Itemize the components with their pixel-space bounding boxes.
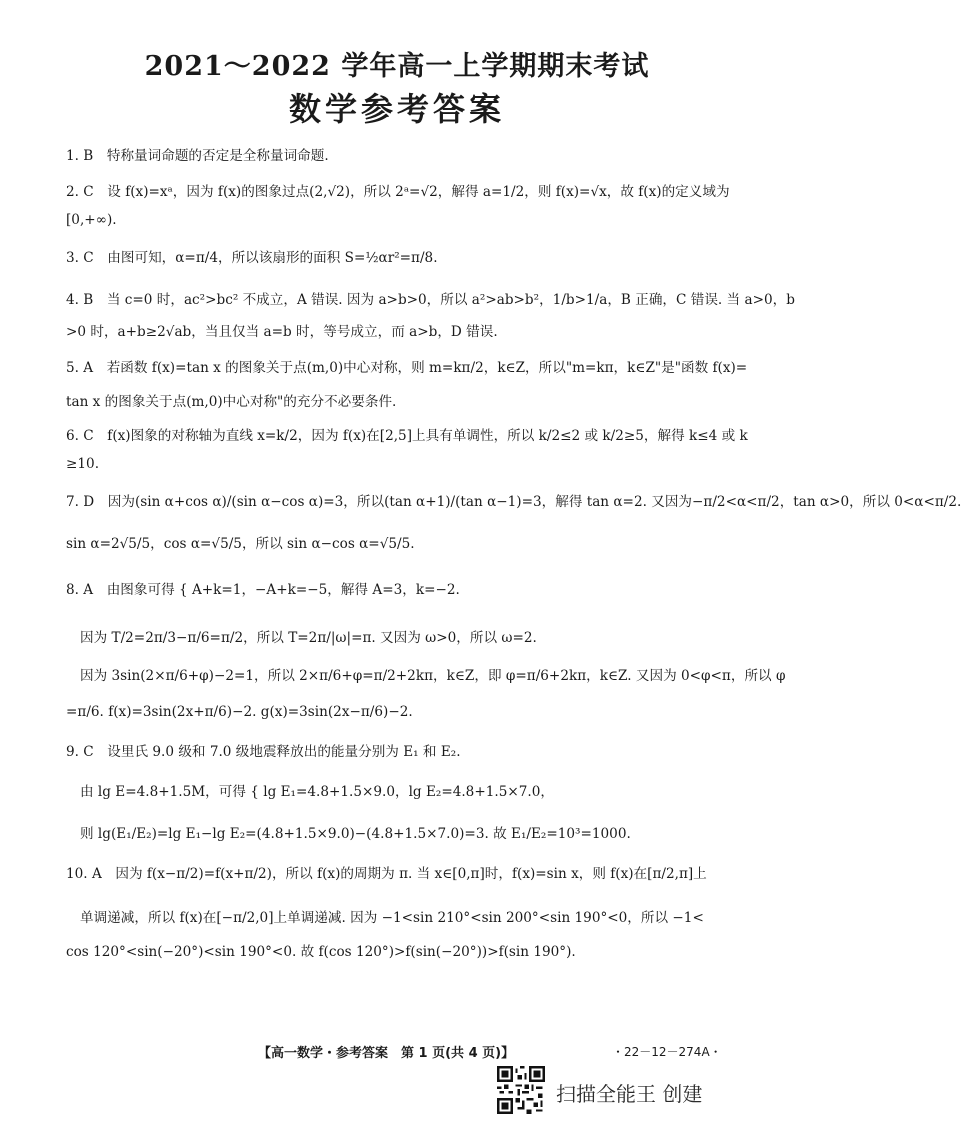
- answer-9-line-2: 由 lg E=4.8+1.5M，可得 { lg E₁=4.8+1.5×9.0，lg E₂=4.8+1.5×7.0，: [80, 784, 554, 800]
- answer-7-line-2: sin α=2√5/5，cos α=√5/5，所以 sin α−cos α=√5/5.: [66, 536, 415, 552]
- answer-1-line-1: 1. B 特称量词命题的否定是全称量词命题.: [66, 148, 329, 164]
- answer-8-line-3: 因为 3sin(2×π/6+φ)−2=1，所以 2×π/6+φ=π/2+2kπ，k∈Z，即 φ=π/6+2kπ，k∈Z. 又因为 0<φ<π，所以 φ: [80, 668, 786, 684]
- answer-8-line-4: =π/6. f(x)=3sin(2x+π/6)−2. g(x)=3sin(2x−π/6)−2.: [66, 704, 413, 720]
- answer-10-line-2: 单调递减，所以 f(x)在[−π/2,0]上单调递减. 因为 −1<sin 210°<sin 200°<sin 190°<0，所以 −1<: [80, 910, 704, 926]
- qr-code-icon: [497, 1066, 545, 1114]
- scanner-watermark: 扫描全能王 创建: [556, 1082, 703, 1106]
- document-code: ・22－12－274A・: [612, 1045, 722, 1059]
- answer-5-line-1: 5. A 若函数 f(x)=tan x 的图象关于点(m,0)中心对称，则 m=kπ/2，k∈Z，所以"m=kπ，k∈Z"是"函数 f(x)=: [66, 360, 748, 376]
- page-subtitle: 数学参考答案: [288, 90, 505, 128]
- answer-5-line-2: tan x 的图象关于点(m,0)中心对称"的充分不必要条件.: [66, 394, 397, 410]
- answer-2-line-2: [0,+∞).: [66, 212, 117, 228]
- page-title: 2021～2022 学年高一上学期期末考试: [144, 51, 650, 82]
- page-footer: 【高一数学・参考答案 第 1 页(共 4 页)】: [258, 1046, 515, 1061]
- answer-7-line-1: 7. D 因为(sin α+cos α)/(sin α−cos α)=3，所以(tan α+1)/(tan α−1)=3，解得 tan α=2. 又因为−π/2<α<π/2，tan α>0，所以 0<α<π/2.: [66, 494, 961, 510]
- answer-6-line-2: ≥10.: [66, 456, 100, 472]
- answer-4-line-1: 4. B 当 c=0 时，ac²>bc² 不成立，A 错误. 因为 a>b>0，所以 a²>ab>b²，1/b>1/a，B 正确，C 错误. 当 a>0，b: [66, 292, 795, 308]
- answer-9-line-3: 则 lg(E₁/E₂)=lg E₁−lg E₂=(4.8+1.5×9.0)−(4.8+1.5×7.0)=3. 故 E₁/E₂=10³=1000.: [80, 826, 631, 842]
- answer-4-line-2: >0 时，a+b≥2√ab，当且仅当 a=b 时，等号成立，而 a>b，D 错误.: [66, 324, 498, 340]
- answer-10-line-1: 10. A 因为 f(x−π/2)=f(x+π/2)，所以 f(x)的周期为 π. 当 x∈[0,π]时，f(x)=sin x，则 f(x)在[π/2,π]上: [66, 866, 707, 882]
- answer-10-line-3: cos 120°<sin(−20°)<sin 190°<0. 故 f(cos 120°)>f(sin(−20°))>f(sin 190°).: [66, 944, 576, 960]
- answer-3-line-1: 3. C 由图可知，α=π/4，所以该扇形的面积 S=½αr²=π/8.: [66, 250, 438, 266]
- answer-8-line-1: 8. A 由图象可得 { A+k=1，−A+k=−5，解得 A=3，k=−2.: [66, 582, 460, 598]
- answer-6-line-1: 6. C f(x)图象的对称轴为直线 x=k/2，因为 f(x)在[2,5]上具有单调性，所以 k/2≤2 或 k/2≥5，解得 k≤4 或 k: [66, 428, 748, 444]
- answer-8-line-2: 因为 T/2=2π/3−π/6=π/2，所以 T=2π/|ω|=π. 又因为 ω>0，所以 ω=2.: [80, 630, 537, 646]
- answer-9-line-1: 9. C 设里氏 9.0 级和 7.0 级地震释放出的能量分别为 E₁ 和 E₂.: [66, 744, 461, 760]
- answer-2-line-1: 2. C 设 f(x)=xᵃ，因为 f(x)的图象过点(2,√2)，所以 2ᵃ=√2，解得 a=1/2，则 f(x)=√x，故 f(x)的定义域为: [66, 184, 730, 200]
